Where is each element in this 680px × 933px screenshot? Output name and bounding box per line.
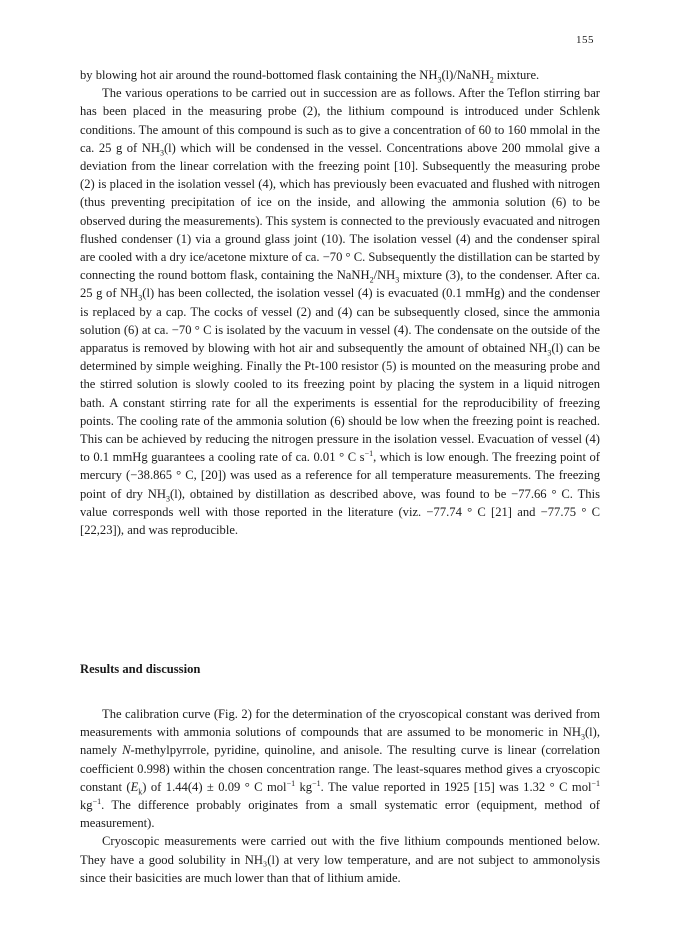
results-paragraph-1: The calibration curve (Fig. 2) for the determination of the cryoscopical constant was derived from measurements with ammonia solutions of compounds that are assumed to be monomeric in $NH_3(l)$, namely N-methylpyrrole, pyridine, quinoline, and anisole. The resulting curve is linear (correlation coefficient 0.998) within the chosen concentration range. The least-squares method gives a cryoscopic constant $(E_k)$ of 1.44(4) ± 0.09 ° C mol$^{-1}$ $kg^{-1}$. The value reported in 1925 [15] was 1.32 ° C mol$^{-1}$ $kg^{-1}$. The difference probably originates from a small systematic error (equipment, method of measurement).	[80, 707, 600, 831]
results-body	[80, 705, 600, 887]
continuation-paragraph: by blowing hot air around the round-bottomed flask containing the $NH_3(l)/NaNH_2$ mixture.	[80, 68, 540, 85]
results-paragraph-2: Cryoscopic measurements were carried out with the five lithium compounds mentioned below. They have a good solubility in NH₃(l) at very low temperature, and are not subject to ammonolysis since their basicities are much lower than that of lithium amide.	[80, 834, 600, 885]
procedure-paragraph: The various operations to be carried out in succession are as follows. After the Teflon stirring bar has been placed in the measuring probe (2), the lithium compound is introduced under Schlenk conditions. The amount of this compound is such as to give a concentration of 60 to 160 mmolal in the ca. 25 g of $NH_3(l)$ which will be condensed in the vessel. Concentrations above 200 mmolal give a deviation from the linear correlation with the freezing point [10]. Subsequently the measuring probe (2) is placed in the isolation vessel (4), which has previously been evacuated and flushed with nitrogen (thus preventing precipitation of ice on the inside, and allowing the ammonia solution (6) to be observed during the measurements). This system is connected to the previously evacuated and nitrogen flushed condenser (1) via a ground glass joint (10). The isolation vessel (4) and the condenser spiral are cooled with a dry ice/acetone mixture of ca. −70 ° C. Subsequently the distillation can be started by connecting the round bottom flask, containing the $NaNH_2/NH_3$ mixture (3), to the condenser. After ca. 25 g of $NH_3(l)$ has been collected, the isolation vessel (4) is evacuated (0.1 mmHg) and the condenser is replaced by a cap. The cocks of vessel (2) and (4) can be subsequently closed, since the ammonia solution (6) at ca. −70 ° C is isolated by the vacuum in vessel (4). The condensate on the outside of the apparatus is removed by blowing with hot air and subsequently the amount of obtained $NH_3(l)$ can be determined by simple weighing. Finally the Pt-100 resistor (5) is mounted on the measuring probe and the stirred solution is slowly cooled to its freezing point by placing the system in a liquid nitrogen bath. A constant stirring rate for all the experiments is essential for the reproducibility of freezing points. The cooling rate of the ammonia solution (6) should be low when the freezing point is reached. This can be achieved by reducing the nitrogen pressure in the isolation vessel. Evacuation of vessel (4) to 0.1 mmHg guarantees a cooling rate of ca. 0.01 ° C $s^{-1}$, which is low enough. The freezing point of mercury (−38.865 ° C, [20]) was used as a reference for all temperature measurements. The freezing point of dry $NH_3(l)$, obtained by distillation as described above, was found to be −77.66 ° C. This value corresponds well with those reported in the literature (viz. −77.74 ° C [21] and −77.75 ° C [22,23]), and was reproducible.	[80, 86, 601, 538]
section-heading: Results and discussion	[80, 662, 201, 676]
main-body	[80, 66, 600, 539]
page-number: 155	[576, 34, 594, 46]
